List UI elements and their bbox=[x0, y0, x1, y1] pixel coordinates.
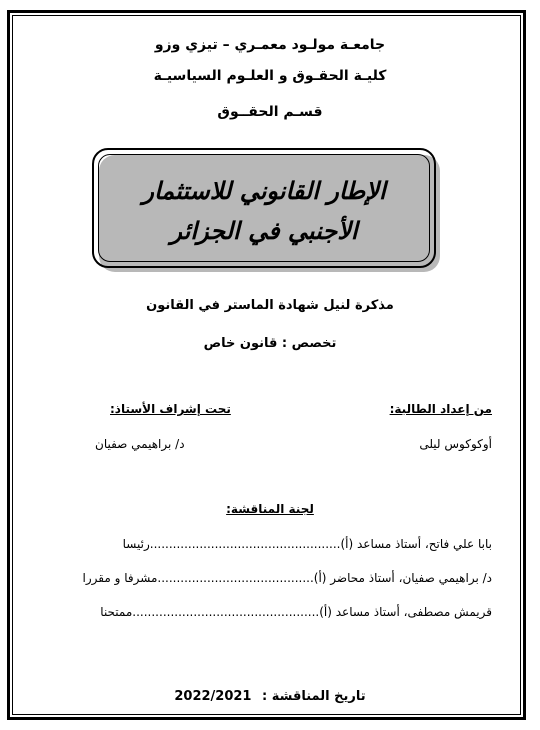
committee-member-row bbox=[35, 537, 492, 551]
supervisor-name: د/ براهيمي صفيان bbox=[95, 437, 185, 451]
committee-member-name: بابا علي فاتح، أستاذ مساعد (أ) bbox=[340, 537, 492, 551]
supervisor-heading: تحت إشراف الأستاذ: bbox=[110, 402, 231, 416]
committee-member-name: قريمش مصطفى، أستاذ مساعد (أ) bbox=[319, 605, 492, 619]
title-line-2: الأجنبي في الجزائر bbox=[170, 216, 358, 245]
committee-member-row bbox=[35, 605, 492, 619]
prepared-by-heading: من إعداد الطالبة: bbox=[389, 402, 492, 416]
department-name: قسـم الحقــوق bbox=[217, 104, 323, 120]
title-box bbox=[92, 148, 436, 268]
defense-date-label: تاريخ المناقشة : bbox=[262, 689, 366, 704]
committee-member-role: ممتحنا bbox=[100, 605, 133, 619]
defense-date-value: 2022/2021 bbox=[174, 689, 252, 704]
committee-member-dots: ................................................. bbox=[132, 605, 320, 619]
committee-member-dots: ......................................... bbox=[157, 571, 314, 585]
student-name: أوكوكوس ليلى bbox=[419, 437, 492, 451]
faculty-name: كليـة الحقـوق و العلـوم السياسيـة bbox=[153, 68, 387, 84]
committee-member-dots: .................................................. bbox=[149, 537, 341, 551]
committee-heading: لجنة المناقشة: bbox=[226, 502, 314, 516]
university-name: جامعـة مولـود معمـري – تيزي وزو bbox=[154, 37, 386, 53]
committee-member-role: رئيسا bbox=[122, 537, 150, 551]
specialty: تخصص : قانون خاص bbox=[203, 336, 337, 351]
committee-member-name: د/ براهيمي صفيان، أستاذ محاضر (أ) bbox=[313, 571, 492, 585]
committee-member-row bbox=[35, 571, 492, 585]
degree-statement: مذكرة لنيل شهادة الماستر في القانون bbox=[146, 298, 394, 313]
committee-member-role: مشرفا و مقررا bbox=[82, 571, 158, 585]
defense-date bbox=[0, 689, 540, 704]
title-line-1: الإطار القانوني للاستثمار bbox=[142, 176, 386, 205]
